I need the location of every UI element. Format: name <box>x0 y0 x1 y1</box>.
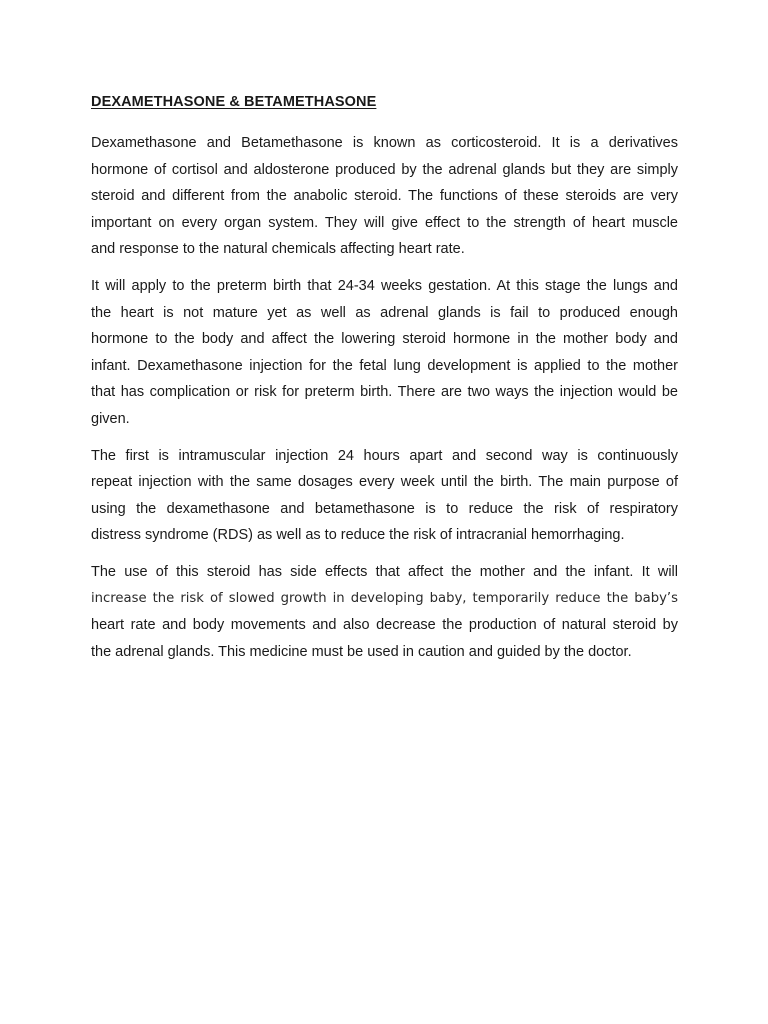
paragraph-intro <box>91 130 678 263</box>
paragraph-line: given. <box>91 410 130 427</box>
paragraph-line: increase the risk of slowed growth in developing baby, temporarily reduce the baby’s <box>91 590 678 606</box>
document-title: DEXAMETHASONE & BETAMETHASONE <box>91 94 377 110</box>
paragraph-line: repeat injection with the same dosages every week until the birth. The main purpose of <box>91 474 678 491</box>
paragraph-line: that has complication or risk for preterm birth. There are two ways the injection would be <box>91 384 678 401</box>
paragraph-line: using the dexamethasone and betamethasone is to reduce the risk of respiratory <box>91 500 678 517</box>
paragraph-line: hormone to the body and affect the lowering steroid hormone in the mother body and <box>91 331 678 348</box>
paragraph-line: infant. Dexamethasone injection for the fetal lung development is applied to the mother <box>91 357 678 374</box>
paragraph-preterm-birth <box>91 273 678 433</box>
paragraph-line: The use of this steroid has side effects that affect the mother and the infant. It will <box>91 563 678 580</box>
paragraph-line: the heart is not mature yet as well as adrenal glands is fail to produced enough <box>91 304 678 321</box>
paragraph-line: Dexamethasone and Betamethasone is known as corticosteroid. It is a derivatives <box>91 135 678 151</box>
paragraph-side-effects <box>91 559 678 665</box>
paragraph-line: heart rate and body movements and also decrease the production of natural steroid by <box>91 617 678 634</box>
paragraph-line: steroid and different from the anabolic steroid. The functions of these steroids are very <box>91 188 678 205</box>
paragraph-line: hormone of cortisol and aldosterone produced by the adrenal glands but they are simply <box>91 161 678 178</box>
paragraph-line: It will apply to the preterm birth that 24-34 weeks gestation. At this stage the lungs and <box>91 277 678 294</box>
paragraph-injection-methods <box>91 443 678 549</box>
paragraph-line: The first is intramuscular injection 24 hours apart and second way is continuously <box>91 447 678 464</box>
paragraph-line: distress syndrome (RDS) as well as to reduce the risk of intracranial hemorrhaging. <box>91 527 625 544</box>
paragraph-line: the adrenal glands. This medicine must be used in caution and guided by the doctor. <box>91 643 632 660</box>
paragraph-line: important on every organ system. They will give effect to the strength of heart muscle <box>91 214 678 231</box>
paragraph-line: and response to the natural chemicals affecting heart rate. <box>91 241 465 258</box>
